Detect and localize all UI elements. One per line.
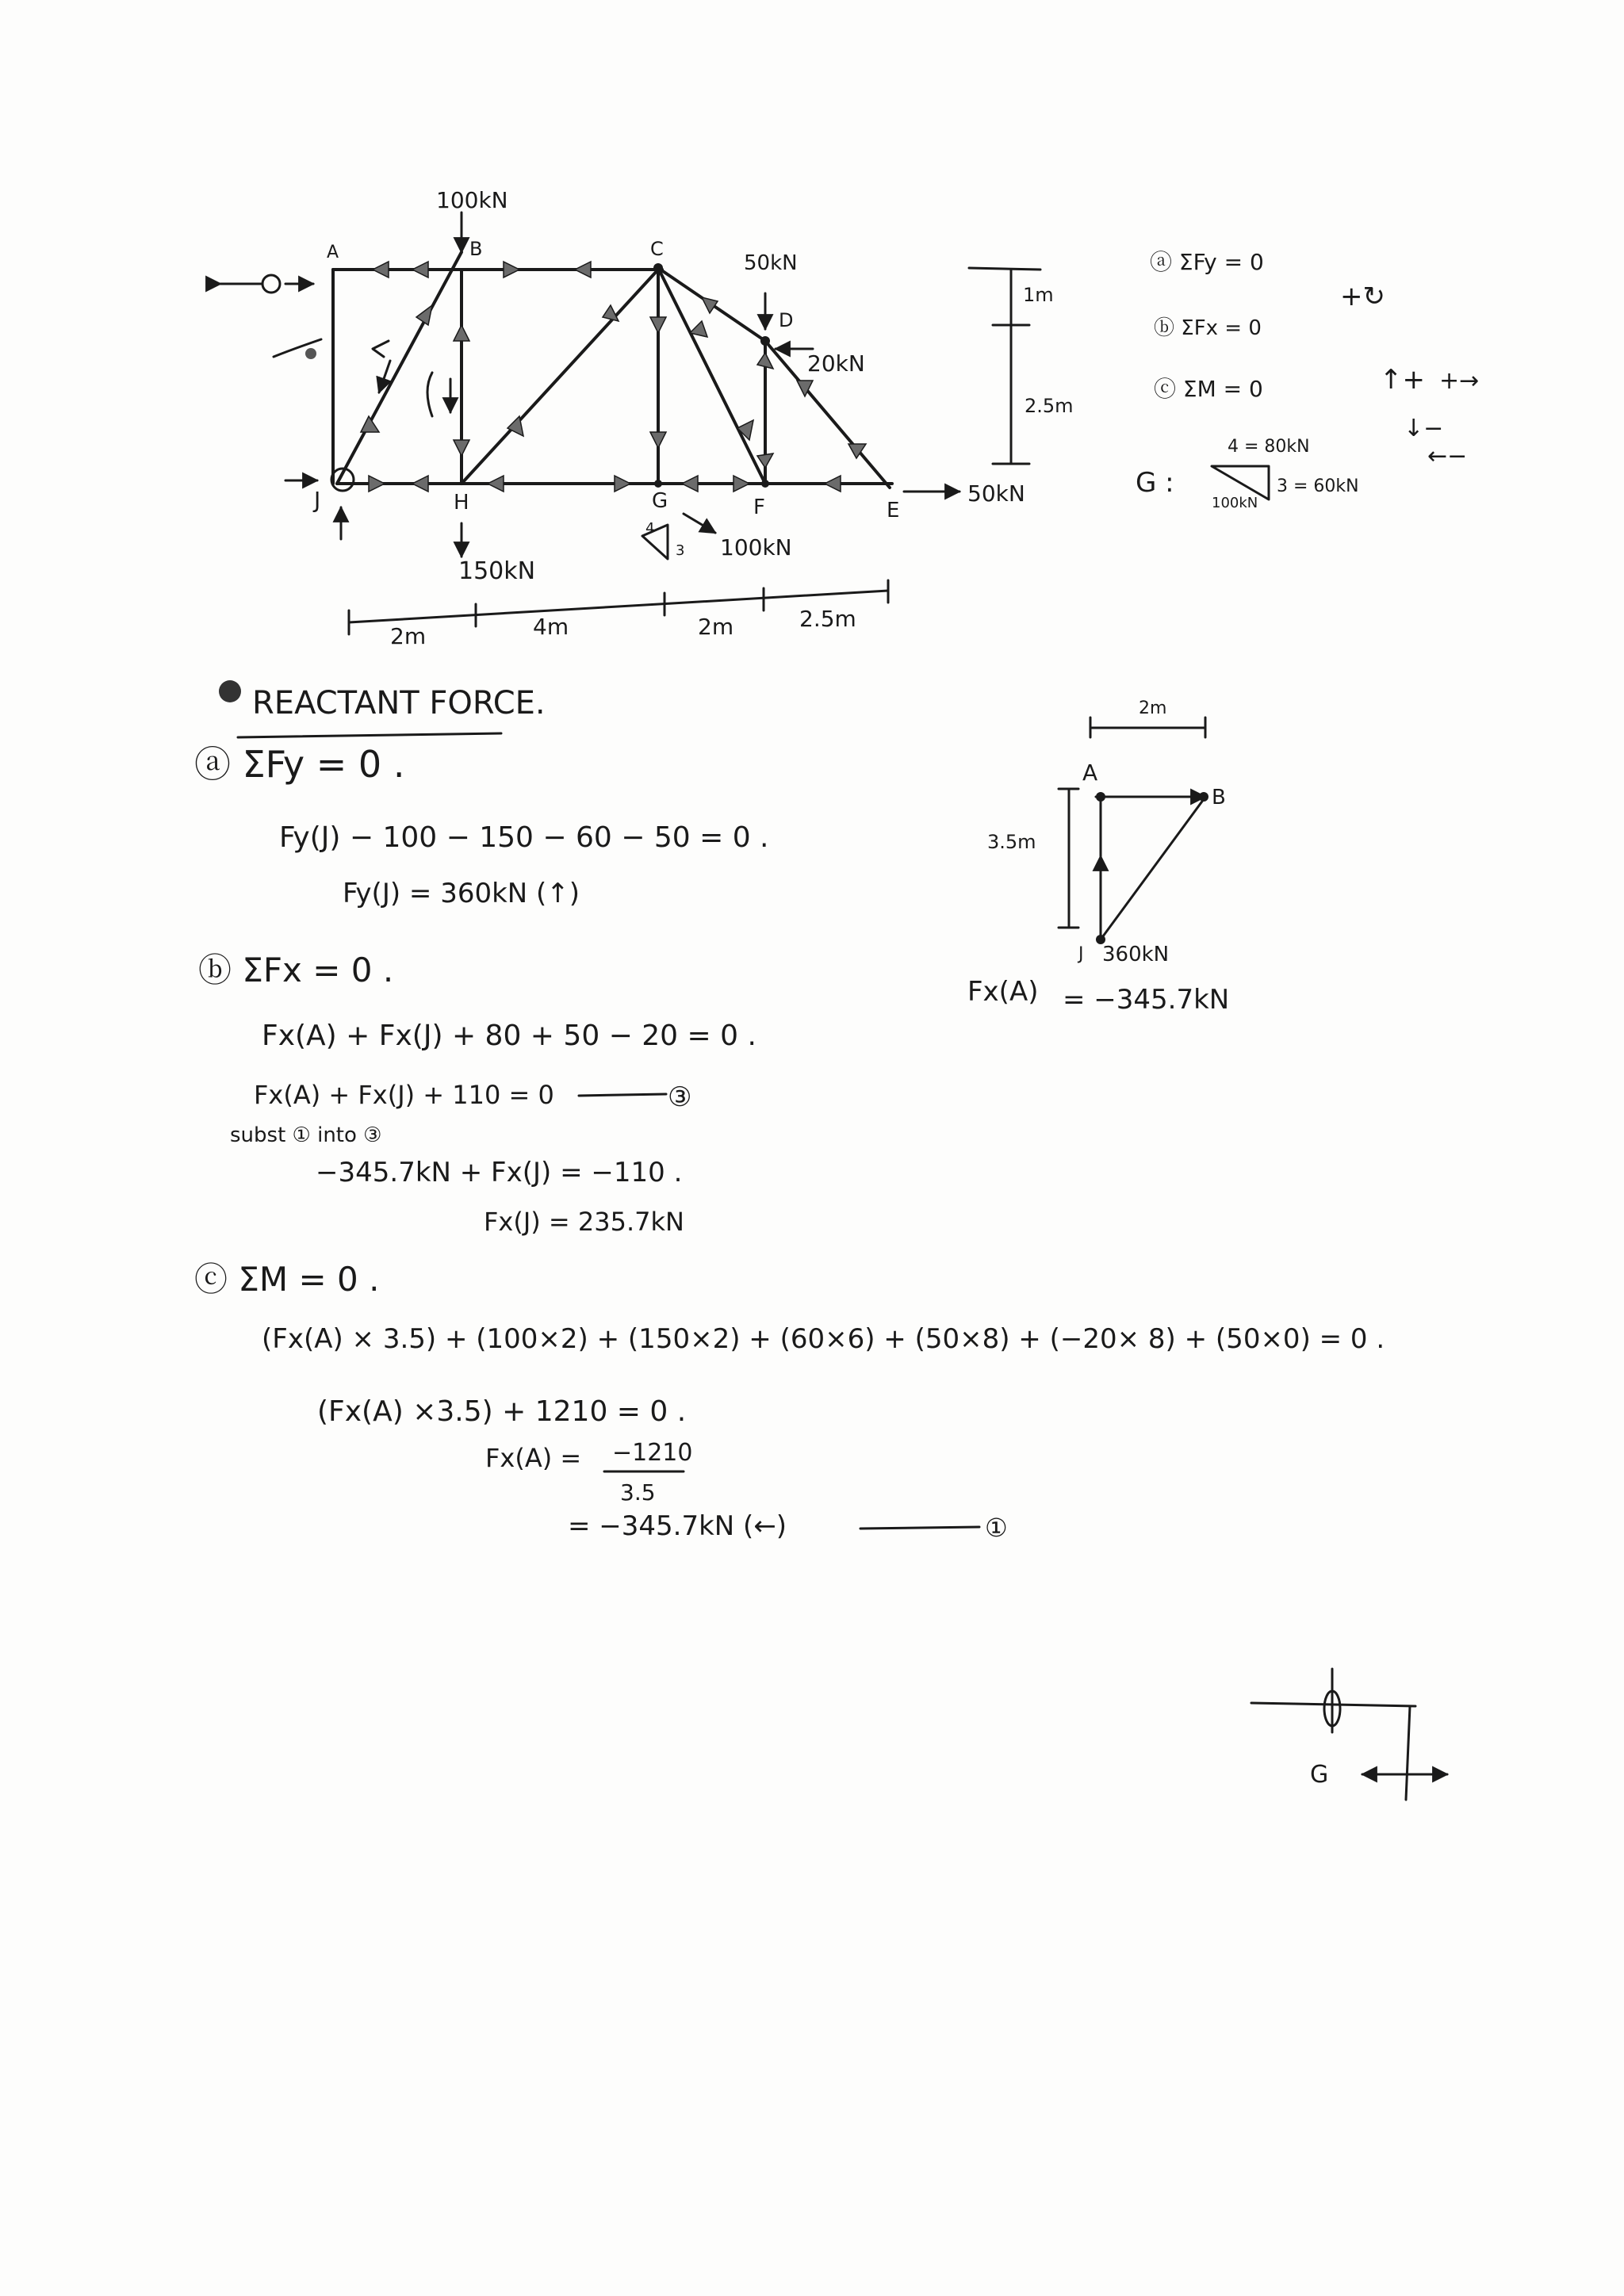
sign-right: +→ xyxy=(1439,367,1480,395)
scribble-mark xyxy=(219,680,241,702)
section-title: REACTANT FORCE. xyxy=(252,685,546,721)
eq-c-result: = −345.7kN (←) xyxy=(568,1510,787,1542)
force-arrow xyxy=(702,297,718,313)
joint-f xyxy=(761,480,769,488)
slope-label-4: 4 xyxy=(645,520,655,537)
eq-b-subst-note: subst ① into ③ xyxy=(230,1123,382,1147)
eq-a-line-2: Fy(J) = 360kN (↑) xyxy=(343,878,580,909)
joint-fbd xyxy=(967,698,1229,1016)
sketch-member-v xyxy=(1406,1706,1410,1800)
load-d-horizontal-label: 20kN xyxy=(807,350,865,377)
span-label: 4m xyxy=(533,614,569,640)
node-label-e: E xyxy=(887,499,900,522)
fbd-fx-value: = −345.7kN xyxy=(1063,984,1230,1016)
fbd-width-label: 2m xyxy=(1139,698,1167,718)
sign-conventions xyxy=(1340,281,1479,470)
force-arrow xyxy=(615,476,630,492)
force-arrow xyxy=(454,325,469,341)
force-arrow xyxy=(737,420,753,440)
condition-b: ⓑ ΣFx = 0 xyxy=(1154,316,1262,340)
tag-leader xyxy=(860,1527,979,1529)
force-arrow xyxy=(412,262,428,277)
eq-b-tag: ③ xyxy=(668,1081,692,1113)
joint-c xyxy=(653,263,663,273)
g-resultant: 100kN xyxy=(1212,495,1258,511)
load-h-label: 150kN xyxy=(458,557,536,585)
g-resolve-label: G : xyxy=(1136,467,1174,499)
eq-b-line-2: Fx(A) + Fx(J) + 110 = 0 xyxy=(254,1080,554,1110)
node-label-g: G xyxy=(652,489,668,513)
fbd-fx-label: Fx(A) xyxy=(967,976,1039,1008)
g-horizontal-component: 4 = 80kN xyxy=(1228,437,1310,457)
sign-moment: +↻ xyxy=(1340,281,1385,312)
force-arrow xyxy=(825,476,841,492)
force-arrow xyxy=(373,262,389,277)
hand-arrow xyxy=(427,373,432,416)
node-label-c: C xyxy=(650,238,664,260)
node-label-b: B xyxy=(469,238,483,260)
eq-c-line-2: (Fx(A) ×3.5) + 1210 = 0 . xyxy=(317,1395,687,1428)
force-arrow xyxy=(650,317,666,333)
title-underline xyxy=(238,733,501,737)
fbd-node-a: A xyxy=(1082,760,1098,786)
load-d-label: 50kN xyxy=(744,251,798,275)
equilibrium-conditions xyxy=(1150,249,1264,402)
node-label-h: H xyxy=(454,491,469,515)
force-arrow xyxy=(412,476,428,492)
condition-a: ⓐ ΣFy = 0 xyxy=(1150,249,1264,275)
eq-b-line-4: −345.7kN + Fx(J) = −110 . xyxy=(316,1157,683,1188)
force-arrow xyxy=(575,262,591,277)
joint-g xyxy=(654,480,662,488)
node-label-d: D xyxy=(779,309,794,331)
g-vertical-component: 3 = 60kN xyxy=(1277,476,1359,496)
force-arrow xyxy=(682,476,698,492)
node-label-j: J xyxy=(314,487,321,513)
span-label: 2.5m xyxy=(799,606,856,632)
force-arrow xyxy=(757,453,773,468)
span-label: 2m xyxy=(390,623,427,649)
sign-up: ↑+ xyxy=(1380,364,1425,396)
node-label-f: F xyxy=(753,496,765,519)
eq-a-line-1: Fy(J) − 100 − 150 − 60 − 50 = 0 . xyxy=(279,821,769,854)
force-arrow xyxy=(361,416,379,432)
g-sketch-label: G xyxy=(1310,1761,1329,1789)
force-arrow xyxy=(504,262,519,277)
dim-tick xyxy=(969,268,1040,270)
g-joint-sketch xyxy=(1251,1669,1447,1800)
eq-c-heading: ⓒ ΣM = 0 . xyxy=(194,1260,380,1299)
condition-c: ⓒ ΣM = 0 xyxy=(1154,376,1263,402)
force-arrow xyxy=(733,476,749,492)
fbd-node-b: B xyxy=(1212,786,1226,809)
force-arrow xyxy=(454,440,469,456)
load-g-arrow xyxy=(684,514,715,533)
fbd-node xyxy=(1199,792,1208,802)
height-label-top: 1m xyxy=(1023,284,1054,306)
truss-diagram xyxy=(220,187,1074,649)
force-arrow xyxy=(757,353,773,369)
member-hc xyxy=(462,270,658,484)
eq-c-fx-label: Fx(A) = xyxy=(485,1443,582,1473)
eq-c-line-1: (Fx(A) × 3.5) + (100×2) + (150×2) + (60×6) + (50×8) + (−20× 8) + (50×0) = 0 . xyxy=(262,1323,1385,1355)
fbd-node-j: J xyxy=(1078,944,1084,964)
node-label-a: A xyxy=(327,243,339,262)
force-arrow xyxy=(369,476,385,492)
force-arrow xyxy=(416,305,432,325)
eq-b-result: Fx(J) = 235.7kN xyxy=(484,1207,684,1237)
span-label: 2m xyxy=(698,614,734,640)
sign-down: ↓− xyxy=(1404,415,1444,442)
sign-left: ←− xyxy=(1427,442,1468,470)
reactant-force-section xyxy=(194,680,1385,1543)
eq-c-tag: ① xyxy=(985,1513,1008,1543)
fbd-node xyxy=(1096,792,1105,802)
eq-a-heading: ⓐ ΣFy = 0 . xyxy=(194,743,405,786)
load-b-label: 100kN xyxy=(436,187,508,213)
load-g-label: 100kN xyxy=(720,534,792,561)
force-arrow xyxy=(650,432,666,448)
eq-b-heading: ⓑ ΣFx = 0 . xyxy=(198,951,394,989)
fbd-member-jb xyxy=(1101,799,1204,939)
force-arrow xyxy=(488,476,504,492)
tag-leader xyxy=(579,1094,666,1096)
height-label-main: 2.5m xyxy=(1025,395,1074,417)
member-jb xyxy=(337,252,462,484)
ink-blot xyxy=(305,348,316,359)
eq-c-denominator: 3.5 xyxy=(620,1479,656,1506)
eq-b-line-1: Fx(A) + Fx(J) + 80 + 50 − 20 = 0 . xyxy=(262,1020,756,1052)
slope-label-3: 3 xyxy=(676,542,685,559)
g-force-resolution xyxy=(1136,437,1359,511)
joint-d xyxy=(760,336,770,346)
fbd-height-label: 3.5m xyxy=(987,831,1036,853)
hand-arrow xyxy=(373,341,389,357)
fbd-j-force: 360kN xyxy=(1102,943,1170,966)
support-roller xyxy=(262,275,280,293)
load-e-label: 50kN xyxy=(967,480,1025,507)
eq-c-numerator: −1210 xyxy=(612,1439,693,1467)
